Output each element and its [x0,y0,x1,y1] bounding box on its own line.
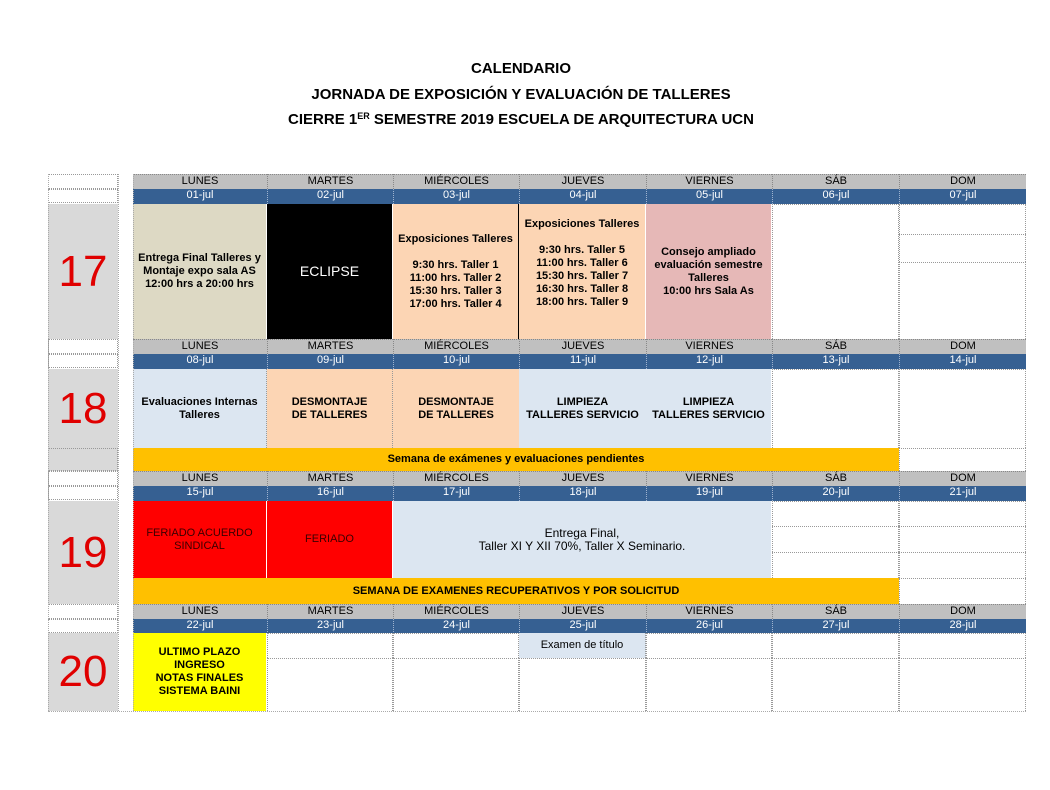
week-banner: Semana de exámenes y evaluaciones pendientes [133,448,899,471]
week-banner: SEMANA DE EXAMENES RECUPERATIVOS Y POR SOLICITUD [133,578,899,604]
day-name-header: MARTES [267,604,393,619]
day-name-header: MIÉRCOLES [393,339,519,354]
date-header: 27-jul [772,619,899,634]
date-header: 24-jul [393,619,519,634]
week-number: 19 [48,501,118,604]
week-banner-spacer [48,448,118,471]
empty-cell [772,658,899,711]
week-header-spacer [48,354,118,368]
day-name-header: DOM [899,174,1026,189]
date-header: 15-jul [133,486,267,501]
empty-cell [267,633,393,658]
event-cell: LIMPIEZA TALLERES SERVICIO [646,369,772,448]
date-header: 28-jul [899,619,1026,634]
date-header: 19-jul [646,486,772,501]
day-name-header: JUEVES [519,471,646,486]
day-name-header: VIERNES [646,174,772,189]
weekend-cell [772,552,899,578]
title-line-3-pre: CIERRE 1 [288,111,358,128]
empty-cell [646,658,772,711]
date-header: 20-jul [772,486,899,501]
event-cell: FERIADO ACUERDO SINDICAL [133,501,267,578]
weekend-cell [899,578,1026,604]
weekend-cell [899,526,1026,552]
title-line-3-post: SEMESTRE 2019 ESCUELA DE ARQUITECTURA UCN [369,111,754,128]
date-header: 12-jul [646,354,772,369]
day-name-header: DOM [899,339,1026,354]
day-name-header: LUNES [133,471,267,486]
weekend-cell [772,526,899,552]
day-name-header: JUEVES [519,604,646,619]
event-cell: DESMONTAJE DE TALLERES [267,369,393,448]
empty-cell [267,658,393,711]
day-name-header: MIÉRCOLES [393,174,519,189]
weekend-cell [772,369,899,448]
day-name-header: LUNES [133,174,267,189]
week-header-spacer [48,486,118,500]
day-name-header: SÁB [772,604,899,619]
grid-left-line [133,174,134,711]
week-header-spacer [48,471,118,486]
weekend-cell [772,204,899,339]
empty-cell [646,633,772,658]
day-name-header: JUEVES [519,174,646,189]
day-name-header: VIERNES [646,471,772,486]
title-line-1: CALENDARIO [471,60,571,77]
event-cell: FERIADO [267,501,393,578]
day-name-header: LUNES [133,604,267,619]
day-name-header: VIERNES [646,339,772,354]
empty-cell [772,633,899,658]
event-cell: DESMONTAJE DE TALLERES [393,369,519,448]
day-name-header: VIERNES [646,604,772,619]
day-name-header: MARTES [267,339,393,354]
title-line-2: JORNADA DE EXPOSICIÓN Y EVALUACIÓN DE TALLERES [311,86,731,103]
week-number: 20 [48,633,118,711]
date-header: 21-jul [899,486,1026,501]
date-header: 09-jul [267,354,393,369]
weekend-cell [899,369,1026,448]
grid-bottom-line [48,711,1026,712]
weekend-cell [899,552,1026,578]
week-header-spacer [48,604,118,619]
date-header: 08-jul [133,354,267,369]
date-header: 05-jul [646,189,772,204]
empty-cell [899,658,1026,711]
weekend-cell [772,501,899,526]
date-header: 03-jul [393,189,519,204]
title-line-3 [0,111,1042,128]
day-name-header: SÁB [772,471,899,486]
weekend-cell [899,204,1026,234]
day-name-header: SÁB [772,174,899,189]
week-header-spacer [48,619,118,633]
weekend-cell [899,262,1026,339]
week-header-spacer [48,339,118,354]
event-cell: ULTIMO PLAZO INGRESO NOTAS FINALES SISTEMA BAINI [133,633,267,711]
date-header: 13-jul [772,354,899,369]
event-cell: Exposiciones Talleres 9:30 hrs. Taller 1 11:00 hrs. Taller 2 15:30 hrs. Taller 3 17:00 hrs. Taller 4 [393,204,519,339]
weekend-cell [899,501,1026,526]
weekend-cell [899,234,1026,262]
event-cell: LIMPIEZA TALLERES SERVICIO [519,369,646,448]
day-name-header: SÁB [772,339,899,354]
weekend-cell [899,448,1026,471]
day-name-header: MIÉRCOLES [393,471,519,486]
event-cell: Consejo ampliado evaluación semestre Talleres 10:00 hrs Sala As [646,204,772,339]
grid-left-line [118,174,119,711]
grid-left-line [48,174,49,711]
day-name-header: MIÉRCOLES [393,604,519,619]
date-header: 06-jul [772,189,899,204]
week-header-spacer [48,189,118,203]
day-name-header: DOM [899,471,1026,486]
event-cell: Evaluaciones Internas Talleres [133,369,267,448]
event-cell-exam: Examen de título [519,633,646,658]
date-header: 11-jul [519,354,646,369]
week-number: 18 [48,369,118,448]
day-name-header: MARTES [267,471,393,486]
day-name-header: LUNES [133,339,267,354]
date-header: 07-jul [899,189,1026,204]
date-header: 02-jul [267,189,393,204]
event-cell: Entrega Final Talleres y Montaje expo sala AS 12:00 hrs a 20:00 hrs [133,204,267,339]
date-header: 22-jul [133,619,267,634]
date-header: 18-jul [519,486,646,501]
empty-cell [393,633,519,658]
date-header: 04-jul [519,189,646,204]
day-name-header: DOM [899,604,1026,619]
date-header: 26-jul [646,619,772,634]
event-cell: Exposiciones Talleres 9:30 hrs. Taller 5 11:00 hrs. Taller 6 15:30 hrs. Taller 7 16:30 hrs. Taller 8 18:00 hrs. Taller 9 [519,204,646,339]
date-header: 01-jul [133,189,267,204]
date-header: 23-jul [267,619,393,634]
date-header: 14-jul [899,354,1026,369]
empty-cell [899,633,1026,658]
event-cell-eclipse: ECLIPSE [267,204,393,339]
day-name-header: MARTES [267,174,393,189]
date-header: 25-jul [519,619,646,634]
day-name-header: JUEVES [519,339,646,354]
title-line-3-sup: ER [357,111,370,121]
date-header: 17-jul [393,486,519,501]
empty-cell [519,658,646,711]
empty-cell [393,658,519,711]
date-header: 16-jul [267,486,393,501]
week-header-spacer [48,174,118,189]
event-cell-span: Entrega Final, Taller XI Y XII 70%, Taller X Seminario. [393,501,772,578]
week-number: 17 [48,204,118,339]
date-header: 10-jul [393,354,519,369]
